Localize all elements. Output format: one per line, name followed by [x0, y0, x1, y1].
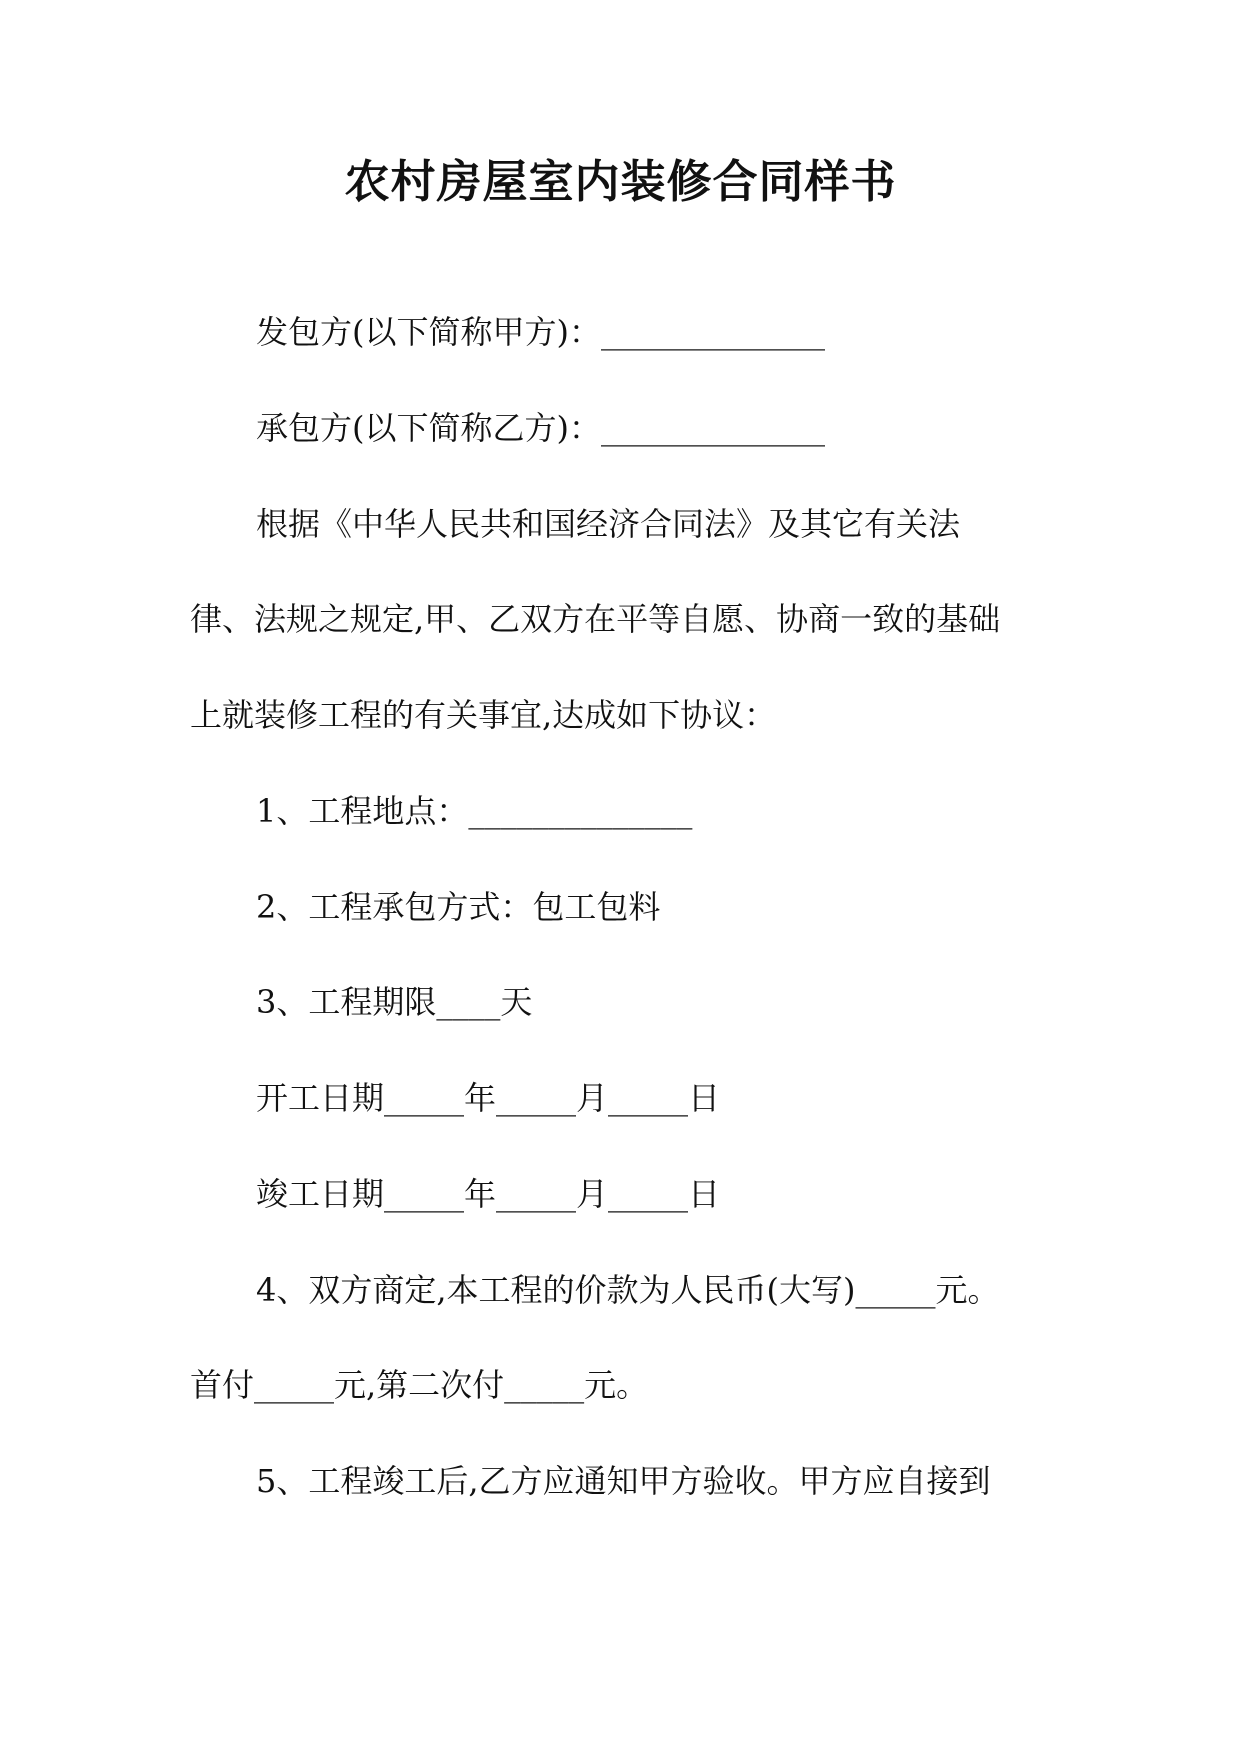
clause-3-duration: 3、工程期限____天: [256, 983, 533, 1021]
party-a-line: 发包方(以下简称甲方)：______________: [256, 313, 825, 351]
completion-date-line: 竣工日期_____年_____月_____日: [256, 1175, 721, 1213]
preamble-line-1: 根据《中华人民共和国经济合同法》及其它有关法: [256, 505, 961, 543]
clause-2-contract-method: 2、工程承包方式：包工包料: [256, 888, 661, 926]
payment-schedule-line: 首付_____元,第二次付_____元。: [190, 1366, 649, 1404]
start-date-line: 开工日期_____年_____月_____日: [256, 1079, 721, 1117]
clause-4-price: 4、双方商定,本工程的价款为人民币(大写)_____元。: [256, 1271, 1000, 1309]
preamble-line-2: 律、法规之规定,甲、乙双方在平等自愿、协商一致的基础: [190, 600, 1001, 638]
clause-1-location: 1、工程地点：______________: [256, 792, 693, 830]
clause-5-acceptance: 5、工程竣工后,乙方应通知甲方验收。甲方应自接到: [256, 1462, 991, 1500]
party-b-line: 承包方(以下简称乙方)：______________: [256, 409, 825, 447]
preamble-line-3: 上就装修工程的有关事宜,达成如下协议：: [190, 696, 777, 734]
document-title: 农村房屋室内装修合同样书: [344, 155, 897, 208]
